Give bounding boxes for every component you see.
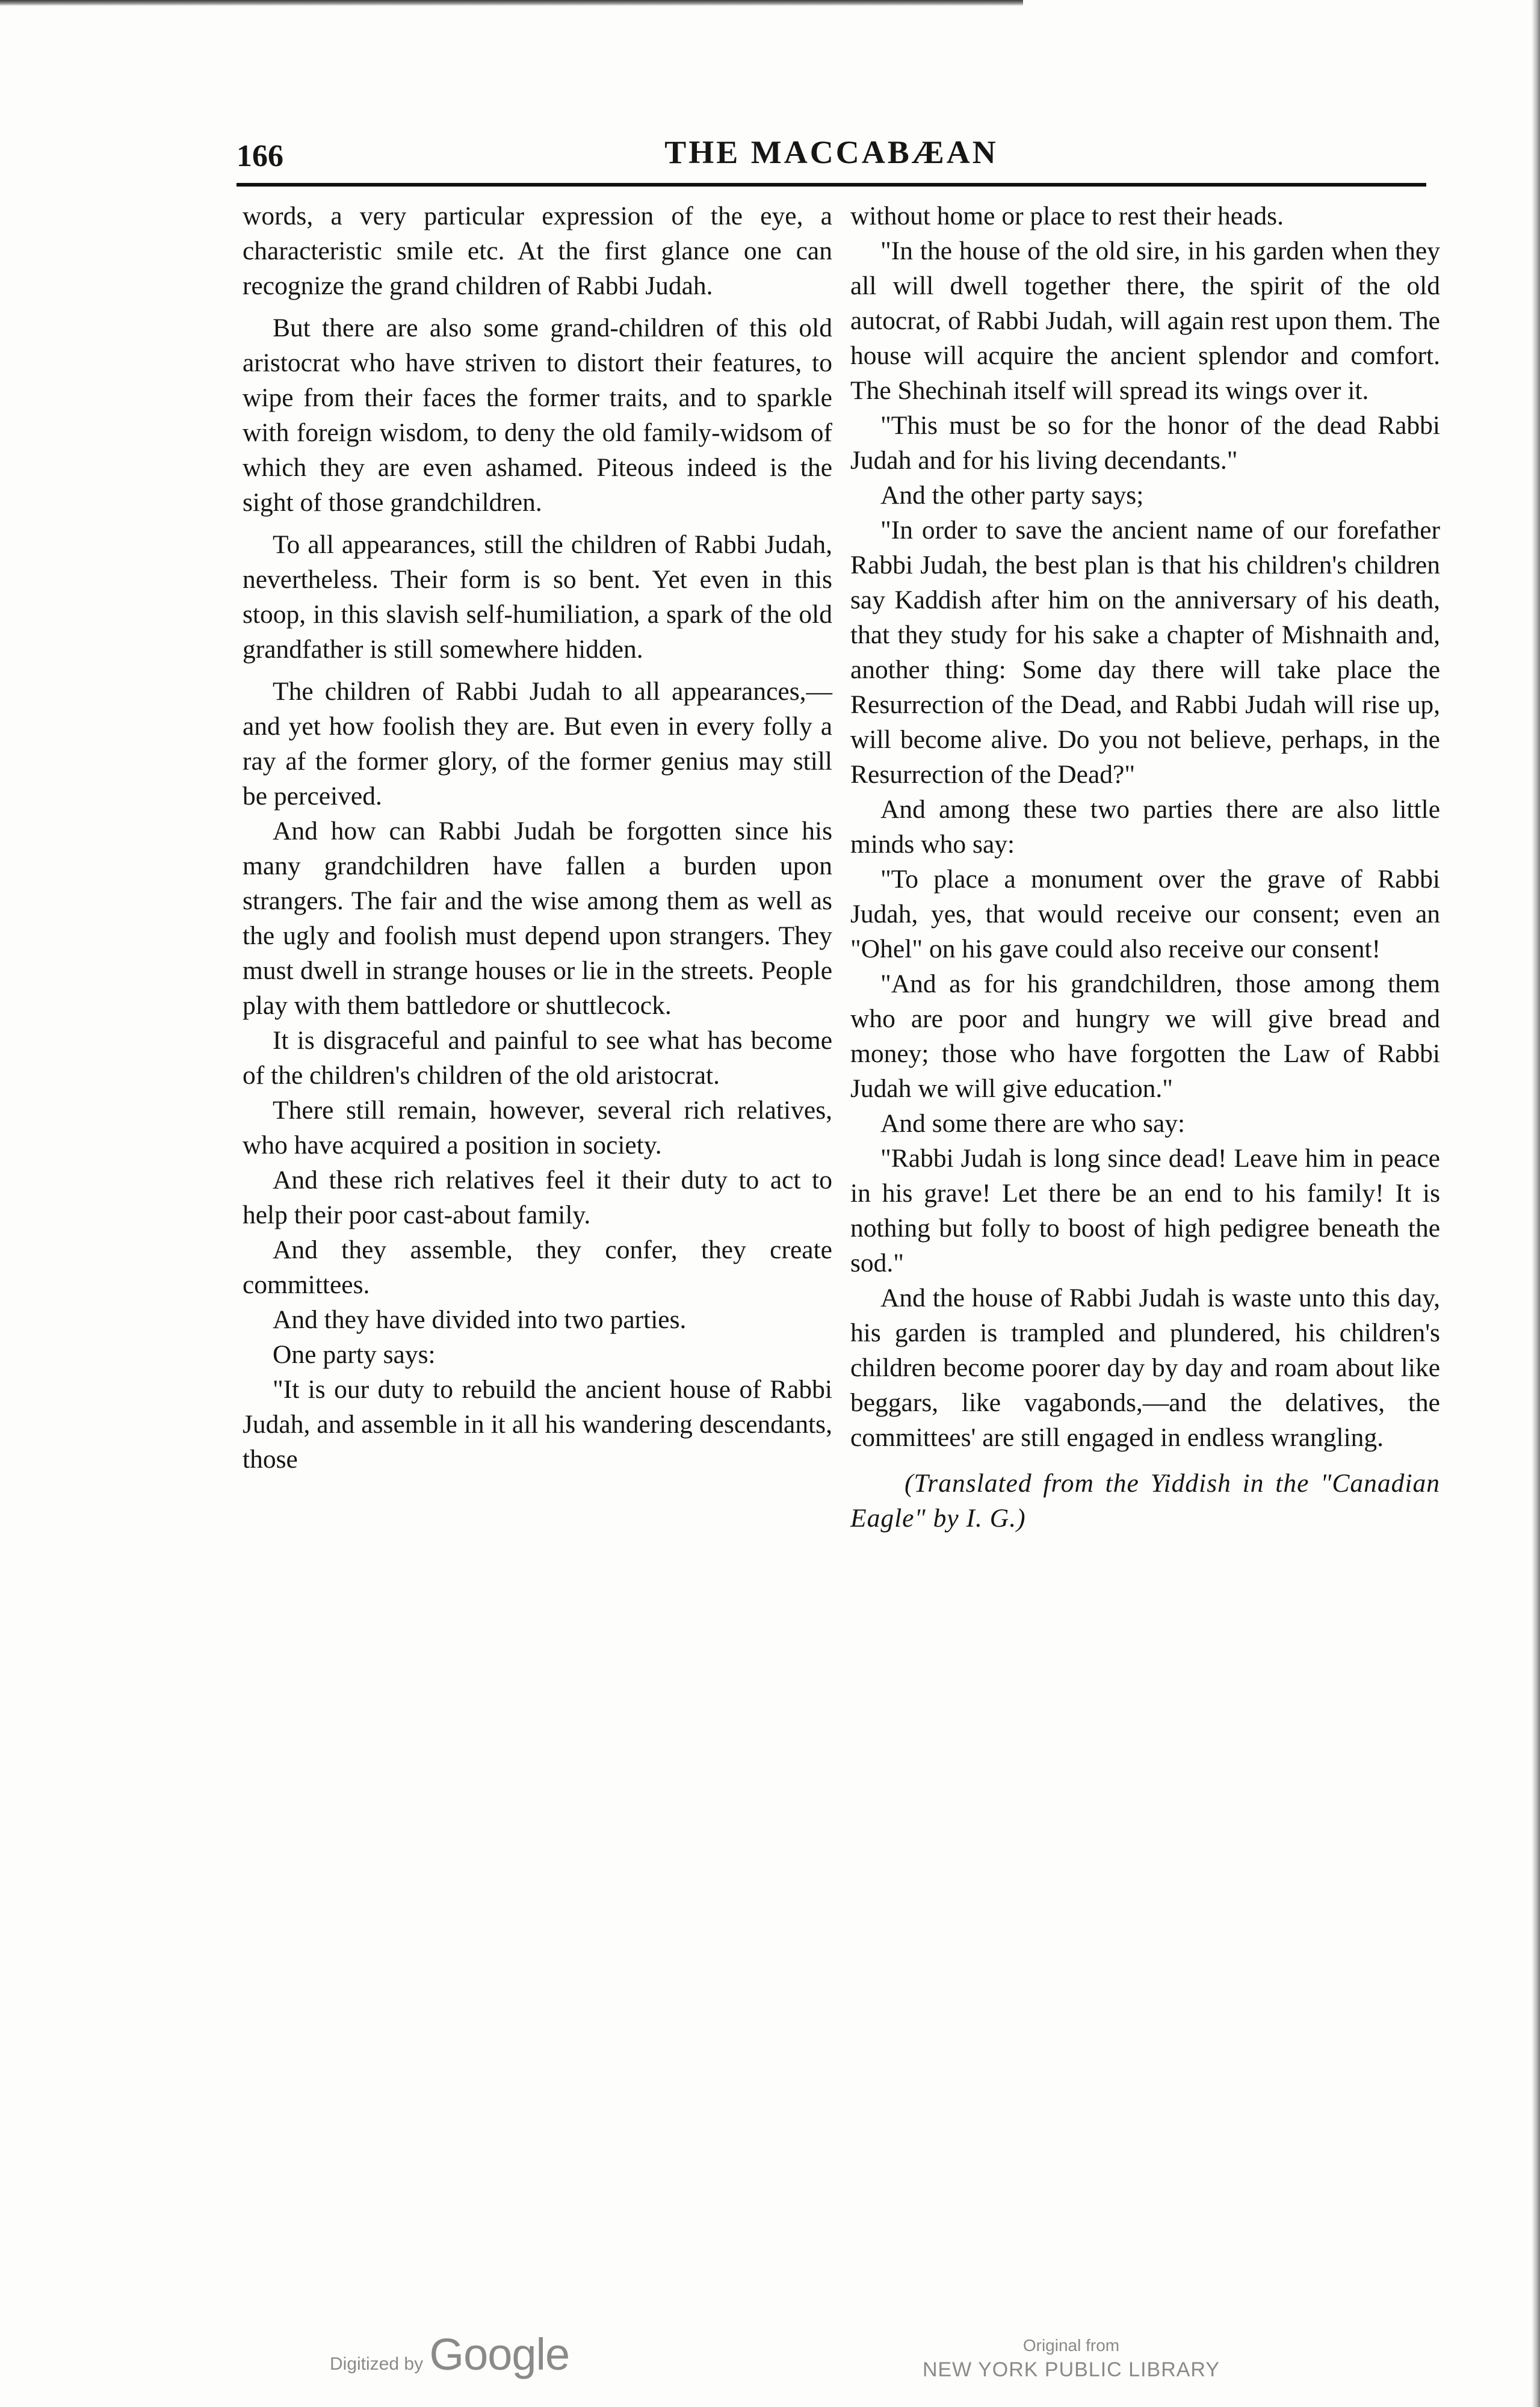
scan-binding-shadow (1532, 0, 1540, 2407)
digitized-by-label: Digitized by (330, 2354, 424, 2374)
paragraph: "Rabbi Judah is long since dead! Leave him in peace in his grave! Let there be an end to his family! It is nothing but folly to boost of high pedigree beneath the sod." (850, 1144, 1440, 1278)
paragraph: "It is our duty to rebuild the ancient house of Rabbi Judah, and assemble in it all his wandering descendants, those (243, 1375, 832, 1474)
paragraph: "To place a monument over the grave of Rabbi Judah, yes, that would receive our consent; even an "Ohel" on his gave could also receive our consent! (850, 865, 1440, 963)
translation-credit: (Translated from the Yiddish in the "Canadian Eagle" by I. G.) (850, 1469, 1440, 1533)
paragraph: One party says: (273, 1340, 436, 1369)
paragraph: And how can Rabbi Judah be forgotten since his many grandchildren have fallen a burden upon strangers. The fair and the wise among them as well as the ugly and foolish must depend upon strangers. They must dwell in strange houses or lie in the streets. People play with them battledore or shuttlecock. (243, 817, 832, 1020)
paragraph: without home or place to rest their heads. (850, 202, 1284, 230)
paragraph: There still remain, however, several rich relatives, who have acquired a position in society. (243, 1096, 832, 1160)
paragraph: And the house of Rabbi Judah is waste unto this day, his garden is trampled and plundered, his children's children become poorer day by day and roam about like beggars, like vagabonds,—and the delatives, the committees' are still engaged in endless wrangling. (850, 1284, 1440, 1452)
paragraph: To all appearances, still the children of Rabbi Judah, nevertheless. Their form is so bent. Yet even in this stoop, in this slavish self-humiliation, a spark of the old grandfather is still somewhere hidden. (243, 530, 832, 664)
right-column (850, 199, 1440, 1536)
paragraph: But there are also some grand-children of this old aristocrat who have striven to distort their features, to wipe from their faces the former traits, and to sparkle with foreign wisdom, to deny the old family-widsom of which they are even ashamed. Piteous indeed is the sight of those grandchildren. (243, 314, 832, 517)
google-logo: Google (429, 2329, 570, 2379)
paragraph: And these rich relatives feel it their duty to act to help their poor cast-about family. (243, 1166, 832, 1229)
paragraph: And they have divided into two parties. (273, 1305, 687, 1334)
header-rule (237, 183, 1426, 187)
paragraph: words, a very particular expression of the eye, a characteristic smile etc. At the first glance one can recognize the grand children of Rabbi Judah. (243, 202, 832, 300)
digitized-watermark (330, 2329, 569, 2380)
page-header (237, 134, 1426, 182)
paragraph: And they assemble, they confer, they create committees. (243, 1235, 832, 1299)
paragraph: "In the house of the old sire, in his garden when they all will dwell together there, the spirit of the old autocrat, of Rabbi Judah, will again rest upon them. The house will acquire the ancient splendor and comfort. The Shechinah itself will spread its wings over it. (850, 236, 1440, 405)
running-title: THE MACCABÆAN (664, 134, 998, 170)
left-column (243, 199, 832, 1477)
source-watermark (915, 2335, 1228, 2383)
paragraph: And among these two parties there are also little minds who say: (850, 795, 1440, 859)
scan-edge-shadow (0, 0, 1023, 6)
paragraph: "In order to save the ancient name of our forefather Rabbi Judah, the best plan is that his children's children say Kaddish after him on the anniversary of his death, that they study for his sake a chapter of Mishnaith and, another thing: Some day there will take place the Resurrection of the Dead, and Rabbi Judah will rise up, will become alive. Do you not believe, perhaps, in the Resurrection of the Dead?" (850, 516, 1440, 789)
original-from-label: Original from (1022, 2336, 1120, 2355)
paragraph: It is disgraceful and painful to see what has become of the children's children of the old aristocrat. (243, 1026, 832, 1090)
paragraph: And some there are who say: (880, 1109, 1186, 1138)
paragraph: "And as for his grandchildren, those among them who are poor and hungry we will give bread and money; those who have forgotten the Law of Rabbi Judah we will give education." (850, 969, 1440, 1103)
library-name: NEW YORK PUBLIC LIBRARY (922, 2358, 1220, 2381)
page-number: 166 (237, 139, 283, 173)
paragraph: And the other party says; (880, 481, 1144, 510)
paragraph: "This must be so for the honor of the dead Rabbi Judah and for his living decendants." (850, 411, 1440, 475)
paragraph: The children of Rabbi Judah to all appearances,—and yet how foolish they are. But even in every folly a ray af the former glory, of the former genius may still be perceived. (243, 677, 832, 811)
